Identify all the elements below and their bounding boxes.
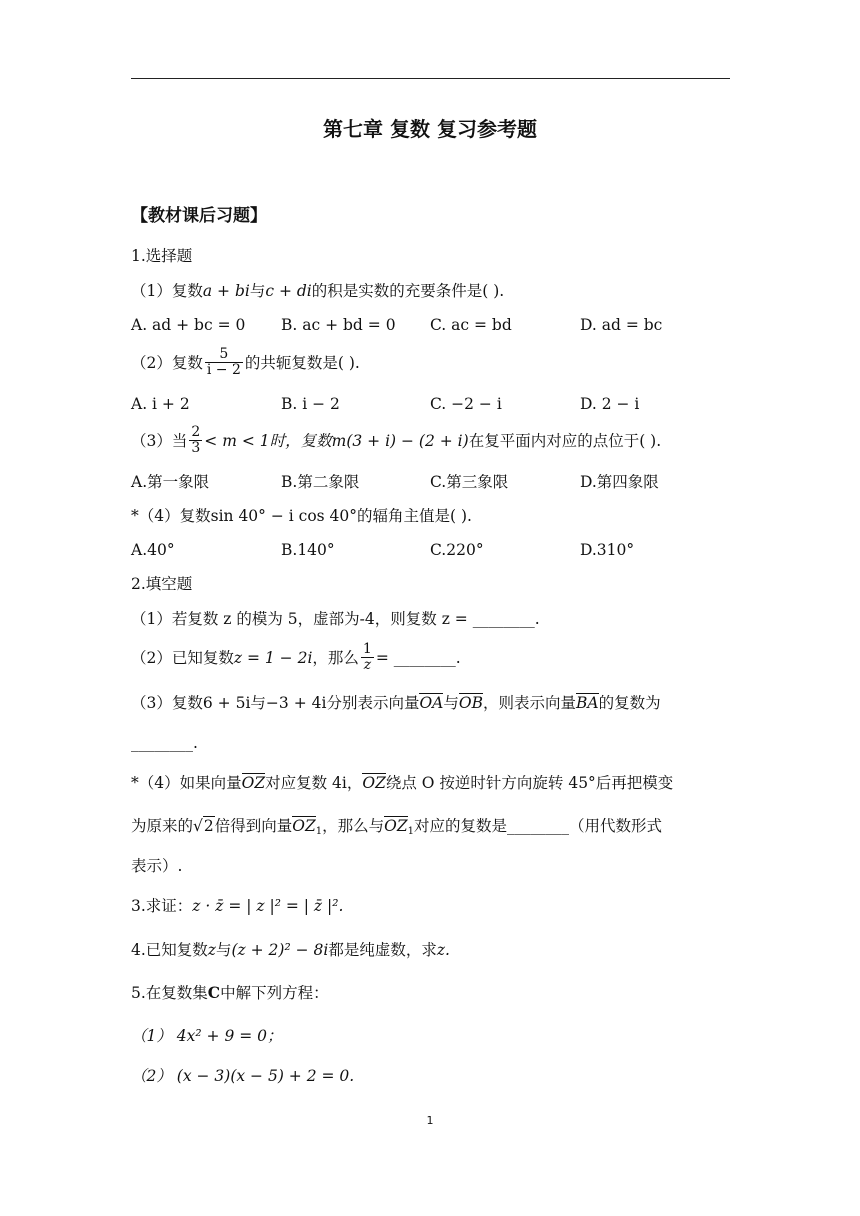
vector-ba: BA	[576, 694, 599, 712]
q1-p3-option-a: A.第一象限	[131, 473, 210, 491]
q4: 4.已知复数z与(z + 2)² − 8i都是纯虚数，求z.	[131, 941, 450, 959]
q1-p1-option-c: C. ac = bd	[430, 316, 512, 334]
q1-p4-option-b: B.140°	[281, 541, 335, 559]
q1-p4-option-a: A.40°	[131, 541, 175, 559]
sqrt-symbol: √2	[193, 817, 214, 835]
page-title: 第七章 复数 复习参考题	[323, 117, 537, 141]
q1-p4-option-d: D.310°	[580, 541, 635, 559]
q1-p2-option-d: D. 2 − i	[580, 395, 640, 413]
q1-p2-option-b: B. i − 2	[281, 395, 340, 413]
q1-p1-option-b: B. ac + bd = 0	[281, 316, 396, 334]
q2-part4-line3: 表示）.	[131, 857, 183, 875]
q1-part3: （3）当 $\frac{2}{3}$ < m < 1时，复数m(3 + i) − (2 + i)在复平面内对应的点位于( ).	[131, 423, 662, 456]
q2-part4-line1: *（4）如果向量OZ对应复数 4i，OZ绕点 O 按逆时针方向旋转 45°后再把模变	[131, 774, 674, 792]
q2-part4-line2: 为原来的√2倍得到向量$OZ_1$，那么与$OZ_1$对应的复数是________（用代数形式	[131, 817, 663, 837]
q1-part1: （1）复数a + bi与c + di的积是实数的充要条件是( ).	[131, 282, 505, 300]
page-number: 1	[426, 1114, 434, 1127]
q2-heading: 2.填空题	[131, 575, 193, 593]
q2-part2: （2）已知复数z = 1 − 2i，那么 $\frac{1}{z}$ = ________.	[131, 640, 461, 673]
q5-part2: （2） (x − 3)(x − 5) + 2 = 0.	[131, 1067, 355, 1085]
q1-p2-option-c: C. −2 − i	[430, 395, 502, 413]
q3: 3.求证：z · z̄ = | z |² = | z̄ |².	[131, 897, 344, 915]
q1-p3-option-b: B.第二象限	[281, 473, 360, 491]
q1-heading: 1.选择题	[131, 247, 193, 265]
q2-part1: （1）若复数 z 的模为 5，虚部为-4，则复数 z = ________.	[131, 610, 540, 628]
q1-p4-option-c: C.220°	[430, 541, 484, 559]
q1-p3-option-c: C.第三象限	[430, 473, 509, 491]
q1-p2-option-a: A. i + 2	[131, 395, 190, 413]
q1-part4: *（4）复数sin 40° − i cos 40°的辐角主值是( ).	[131, 507, 472, 525]
q1-p1-option-d: D. ad = bc	[580, 316, 663, 334]
vector-oa: OA	[419, 694, 444, 712]
q5-part1: （1） 4x² + 9 = 0；	[131, 1027, 283, 1045]
q2-part3: （3）复数6 + 5i与−3 + 4i分别表示向量OA与OB，则表示向量BA的复数为	[131, 694, 661, 712]
header-rule	[131, 78, 730, 79]
fraction: $\frac{2}{3}$	[191, 423, 201, 456]
vector-ob: OB	[458, 694, 483, 712]
fraction: $\frac{1}{z}$	[362, 640, 372, 673]
q1-part2: （2）复数 $\frac{5}{i - 2}$ 的共轭复数是( ).	[131, 345, 360, 378]
fraction: $\frac{5}{i - 2}$	[206, 345, 241, 378]
q1-p1-option-a: A. ad + bc = 0	[131, 316, 246, 334]
section-heading: 【教材课后习题】	[131, 206, 267, 226]
q5-heading: 5.在复数集C中解下列方程：	[131, 983, 329, 1002]
q1-p3-option-d: D.第四象限	[580, 473, 659, 491]
q2-part3-blank: ________.	[131, 734, 198, 752]
